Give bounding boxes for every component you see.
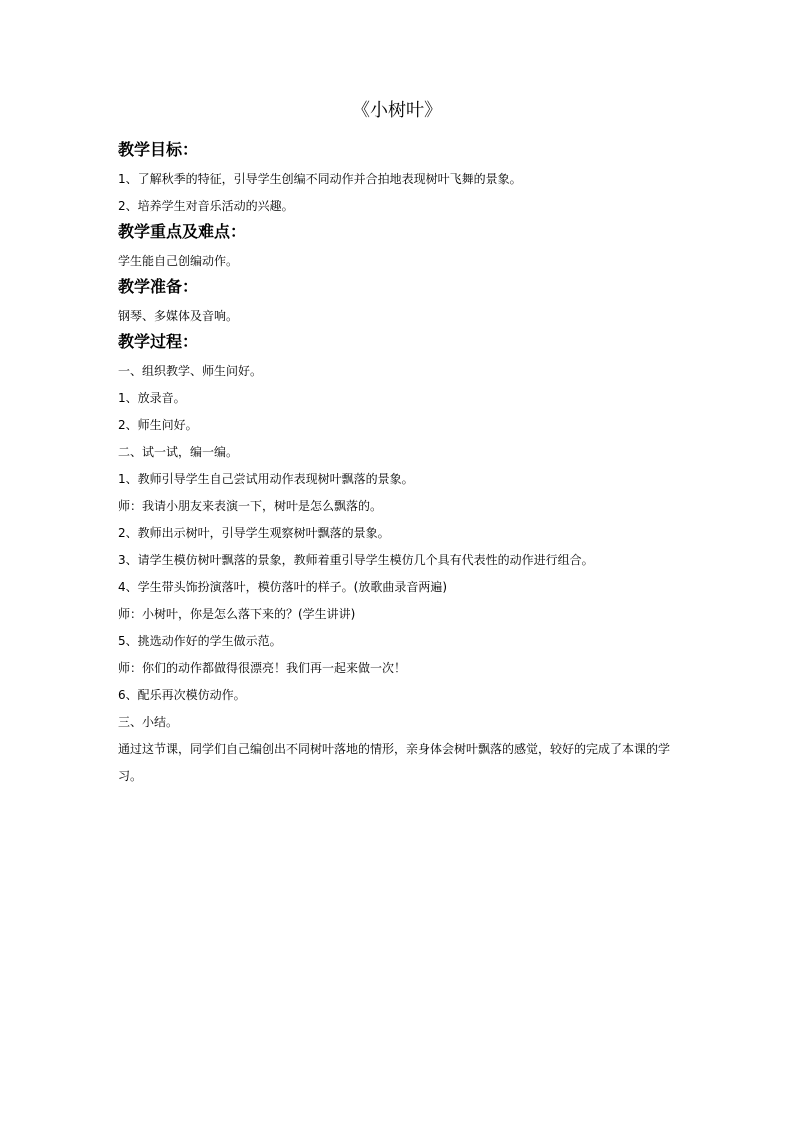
goals-heading: 教学目标： [118,140,199,159]
process-item: 师：我请小朋友来表演一下，树叶是怎么飘落的。 [118,499,383,513]
document-content [118,138,678,790]
document-title: 《小树叶》 [352,100,442,121]
process-item: 三、小结。 [118,715,179,729]
process-item: 5、挑选动作好的学生做示范。 [118,634,282,648]
process-heading: 教学过程： [118,332,199,351]
process-item: 1、教师引导学生自己尝试用动作表现树叶飘落的景象。 [118,472,414,486]
process-item: 师：小树叶，你是怎么落下来的？(学生讲讲) [118,607,356,621]
process-item: 通过这节课，同学们自己编创出不同树叶落地的情形，亲身体会树叶飘落的感觉，较好的完成了本课的学习。 [118,742,671,783]
process-item: 1、放录音。 [118,391,186,405]
process-item: 二、试一试，编一编。 [118,445,239,459]
prep-item: 钢琴、多媒体及音响。 [118,309,239,323]
process-item: 3、请学生模仿树叶飘落的景象，教师着重引导学生模仿几个具有代表性的动作进行组合。 [118,553,594,567]
process-item: 2、师生问好。 [118,418,198,432]
process-item: 一、组织教学、师生问好。 [118,364,263,378]
key-heading: 教学重点及难点： [118,222,247,241]
process-item: 师：你们的动作都做得很漂亮！我们再一起来做一次！ [118,661,407,675]
process-item: 4、学生带头饰扮演落叶，模仿落叶的样子。(放歌曲录音两遍) [118,580,448,594]
prep-heading: 教学准备： [118,277,199,296]
key-item: 学生能自己创编动作。 [118,254,239,268]
process-item: 2、教师出示树叶，引导学生观察树叶飘落的景象。 [118,526,390,540]
process-item: 6、配乐再次模仿动作。 [118,688,246,702]
goal-item: 1、了解秋季的特征，引导学生创编不同动作并合拍地表现树叶飞舞的景象。 [118,172,522,186]
goal-item: 2、培养学生对音乐活动的兴趣。 [118,199,294,213]
